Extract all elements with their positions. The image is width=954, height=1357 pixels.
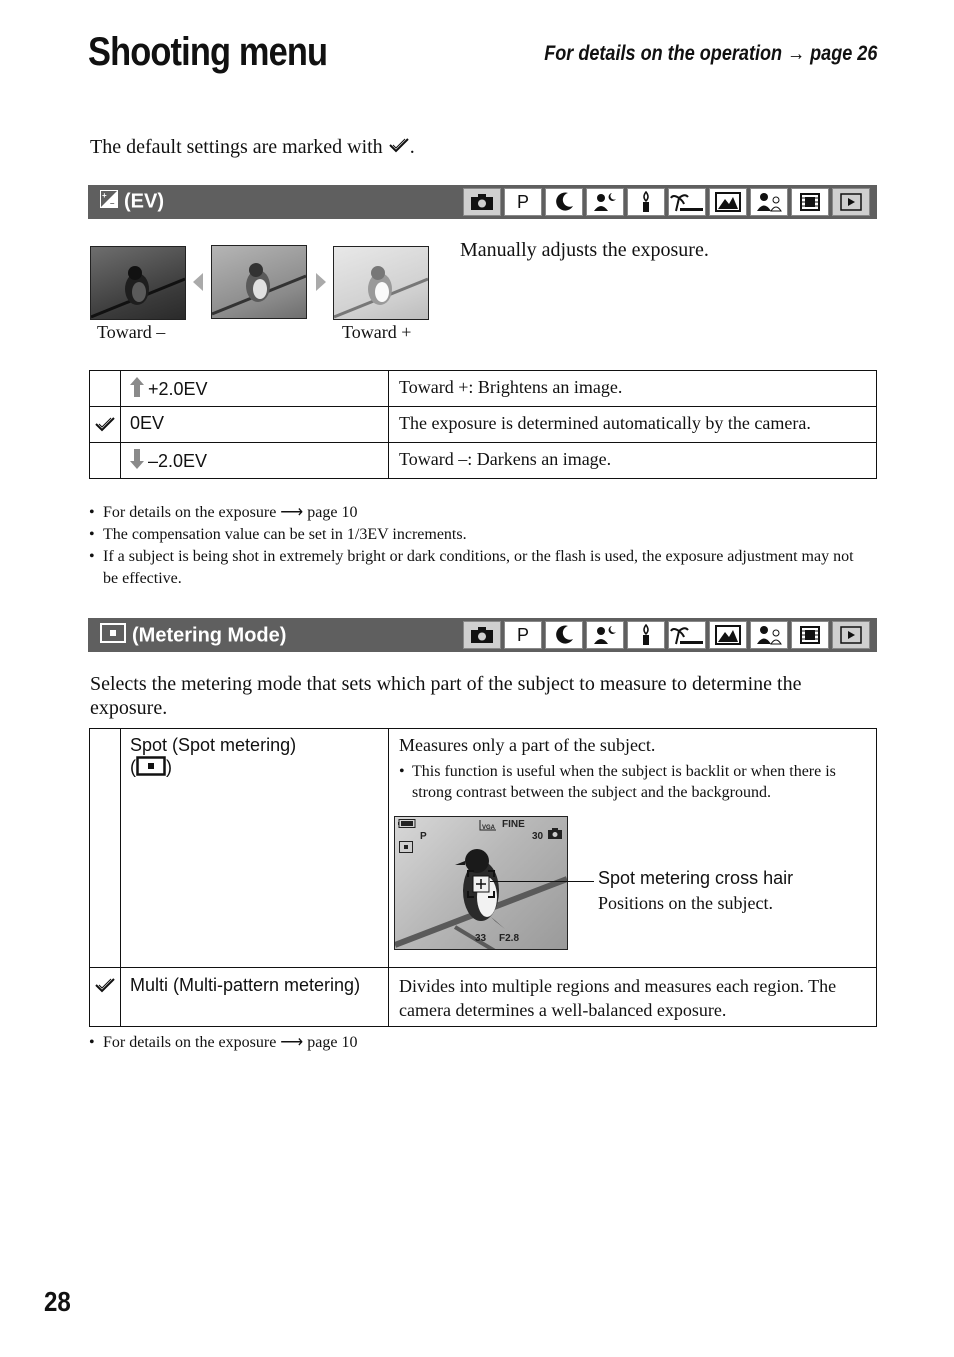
camera-lcd-screen bbox=[394, 816, 568, 950]
metering-title-text: (Metering Mode) bbox=[132, 624, 287, 647]
landscape-icon bbox=[709, 621, 747, 649]
candle-icon bbox=[627, 188, 665, 216]
metering-notes bbox=[89, 1032, 859, 1054]
twilight-moon-icon bbox=[545, 188, 583, 216]
metering-intro: Selects the metering mode that sets which part of the subject to measure to determine the exposure. bbox=[90, 673, 802, 719]
default-marker-cell bbox=[90, 729, 121, 968]
list-item: • If a subject is being shot in extremely bright or dark conditions, or the flash is used, the exposure adjustment may not be effective. bbox=[89, 546, 859, 590]
page-link[interactable]: page 10 bbox=[307, 1034, 358, 1051]
setting-label: 0EV bbox=[130, 413, 165, 433]
aperture-label: F2.8 bbox=[499, 933, 520, 944]
playback-icon bbox=[832, 621, 870, 649]
svg-text:+: + bbox=[102, 191, 107, 200]
arrow-right-icon: ⟶ bbox=[280, 504, 304, 521]
metering-section-header bbox=[88, 618, 877, 652]
metering-mode-icon bbox=[100, 623, 126, 649]
twilight-moon-icon bbox=[545, 621, 583, 649]
arrow-right-icon: ⟶ bbox=[280, 1034, 304, 1051]
battery-icon bbox=[398, 819, 416, 831]
default-marker-cell bbox=[90, 371, 121, 407]
soft-snap-icon bbox=[750, 621, 788, 649]
beach-icon bbox=[668, 621, 706, 649]
checkmark-icon bbox=[388, 136, 410, 160]
description-cell: The exposure is determined automatically by the camera. bbox=[389, 407, 877, 443]
ev-mode-strip bbox=[463, 188, 870, 216]
movie-icon bbox=[791, 621, 829, 649]
quality-label: FINE bbox=[502, 819, 525, 830]
spot-metering-icon bbox=[399, 841, 413, 856]
setting-cell bbox=[121, 443, 389, 479]
table-row bbox=[90, 968, 877, 1027]
setting-cell bbox=[121, 729, 389, 968]
camera-auto-icon bbox=[463, 188, 501, 216]
candle-icon bbox=[627, 621, 665, 649]
twilight-portrait-icon bbox=[586, 188, 624, 216]
ev-description: Manually adjusts the exposure. bbox=[460, 239, 709, 261]
program-p-icon bbox=[504, 188, 542, 216]
arrow-left-icon bbox=[193, 273, 203, 291]
table-row bbox=[90, 371, 877, 407]
beach-icon bbox=[668, 188, 706, 216]
exposure-compensation-icon bbox=[100, 190, 118, 214]
note-text: For details on the exposure bbox=[103, 504, 277, 521]
callout-line bbox=[490, 881, 594, 882]
arrow-up-icon bbox=[130, 377, 144, 402]
setting-cell bbox=[121, 371, 389, 407]
spot-bullet bbox=[399, 761, 866, 803]
description-cell: Toward +: Brightens an image. bbox=[389, 371, 877, 407]
paren-open: ( bbox=[130, 757, 136, 777]
spot-description: Measures only a part of the subject. bbox=[399, 735, 656, 755]
table-row bbox=[90, 407, 877, 443]
paren-close: ) bbox=[166, 757, 172, 777]
list-item: • The compensation value can be set in 1/3EV increments. bbox=[89, 524, 859, 546]
image-size-icon bbox=[479, 819, 497, 834]
callout-description: Positions on the subject. bbox=[598, 893, 773, 913]
callout-title: Spot metering cross hair bbox=[598, 868, 794, 888]
movie-icon bbox=[791, 188, 829, 216]
playback-icon bbox=[832, 188, 870, 216]
ev-settings-table bbox=[89, 370, 877, 479]
list-item bbox=[89, 1032, 859, 1054]
default-marker-cell bbox=[90, 443, 121, 479]
ev-section-title bbox=[100, 190, 164, 214]
landscape-icon bbox=[709, 188, 747, 216]
setting-label: –2.0EV bbox=[148, 451, 208, 471]
setting-label: Multi (Multi-pattern metering) bbox=[130, 975, 361, 995]
description-cell: Toward –: Darkens an image. bbox=[389, 443, 877, 479]
checkmark-icon bbox=[94, 976, 116, 999]
note-text: For details on the exposure bbox=[103, 1034, 277, 1051]
checkmark-icon bbox=[94, 415, 116, 438]
thumbnail-bright bbox=[333, 246, 429, 320]
mode-label: P bbox=[420, 831, 427, 842]
page-title: Shooting menu bbox=[88, 30, 328, 74]
setting-label-icon-line bbox=[130, 756, 380, 781]
bullet-dot: • bbox=[399, 763, 405, 780]
soft-snap-icon bbox=[750, 188, 788, 216]
ev-notes bbox=[89, 502, 859, 590]
page-link[interactable]: page 10 bbox=[307, 504, 358, 521]
ev-section-header bbox=[88, 185, 877, 219]
svg-text:–: – bbox=[110, 199, 115, 208]
setting-cell bbox=[121, 968, 389, 1027]
operation-details-link[interactable]: For details on the operation → page 26 bbox=[543, 42, 877, 65]
shots-left-label: 30 bbox=[532, 831, 544, 842]
page-number: 28 bbox=[44, 1286, 71, 1317]
default-marker-cell bbox=[90, 968, 121, 1027]
arrow-down-icon bbox=[130, 449, 144, 474]
table-row bbox=[90, 443, 877, 479]
arrow-right-icon bbox=[316, 273, 326, 291]
cross-hair-icon bbox=[467, 870, 495, 901]
bullet-text: This function is useful when the subject is backlit or when there is strong contrast between the subject and the background. bbox=[412, 763, 836, 801]
mode-p-label: P bbox=[516, 191, 529, 212]
shutter-label: 33 bbox=[475, 933, 487, 944]
metering-mode-strip bbox=[463, 621, 870, 649]
spot-metering-icon bbox=[136, 756, 166, 781]
camera-auto-icon bbox=[463, 621, 501, 649]
list-item bbox=[89, 502, 859, 524]
setting-label: Spot (Spot metering) bbox=[130, 735, 297, 755]
mode-p-label: P bbox=[516, 624, 529, 645]
ev-title-text: (EV) bbox=[124, 190, 164, 213]
default-note-end: . bbox=[409, 136, 415, 158]
caption-toward-minus: Toward – bbox=[97, 322, 166, 342]
default-note-text: The default settings are marked with bbox=[90, 136, 383, 158]
description-cell: Divides into multiple regions and measures each region. The camera determines a well-balanced exposure. bbox=[389, 968, 877, 1027]
default-marker-cell bbox=[90, 407, 121, 443]
thumbnail-dark bbox=[90, 246, 186, 320]
twilight-portrait-icon bbox=[586, 621, 624, 649]
setting-label: +2.0EV bbox=[148, 379, 208, 399]
camera-icon bbox=[547, 827, 563, 843]
metering-section-title bbox=[100, 623, 286, 649]
default-settings-note bbox=[90, 136, 415, 160]
caption-toward-plus: Toward + bbox=[342, 322, 412, 342]
program-p-icon bbox=[504, 621, 542, 649]
setting-cell bbox=[121, 407, 389, 443]
svg-text:VGA: VGA bbox=[482, 825, 496, 831]
thumbnail-normal bbox=[211, 245, 307, 319]
